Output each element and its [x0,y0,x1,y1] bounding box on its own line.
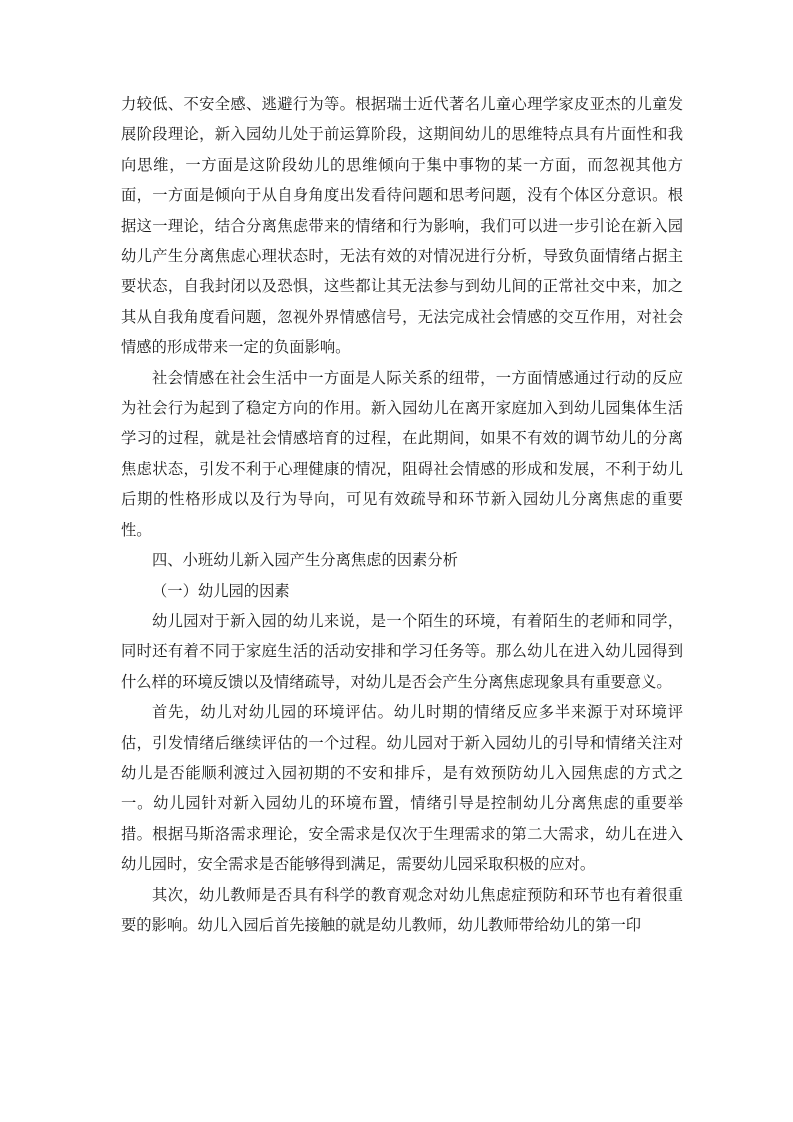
paragraph-continued: 力较低、不安全感、逃避行为等。根据瑞士近代著名儿童心理学家皮亚杰的儿童发展阶段理论，新入园幼儿处于前运算阶段，这期间幼儿的思维特点具有片面性和我向思维，一方面是这阶段幼儿的思维倾向于集中事物的某一方面，而忽视其他方面，一方面是倾向于从自身角度出发看待问题和思考问题，没有个体区分意识。根据这一理论，结合分离焦虑带来的情绪和行为影响，我们可以进一步引论在新入园幼儿产生分离焦虑心理状态时，无法有效的对情况进行分析，导致负面情绪占据主要状态，自我封闭以及恐惧，这些都让其无法参与到幼儿间的正常社交中来，加之其从自我角度看问题，忽视外界情感信号，无法完成社会情感的交互作用，对社会情感的形成带来一定的负面影响。 [121,95,683,357]
paragraph-first: 首先，幼儿对幼儿园的环境评估。幼儿时期的情绪反应多半来源于对环境评估，引发情绪后继续评估的一个过程。幼儿园对于新入园幼儿的引导和情绪关注对幼儿是否能顺利渡过入园初期的不安和排斥，是有效预防幼儿入园焦虑的方式之一。幼儿园针对新入园幼儿的环境布置，情绪引导是控制幼儿分离焦虑的重要举措。根据马斯洛需求理论，安全需求是仅次于生理需求的第二大需求，幼儿在进入幼儿园时，安全需求是否能够得到满足，需要幼儿园采取积极的应对。 [121,703,683,874]
paragraph-social-emotion: 社会情感在社会生活中一方面是人际关系的纽带，一方面情感通过行动的反应为社会行为起到了稳定方向的作用。新入园幼儿在离开家庭加入到幼儿园集体生活学习的过程，就是社会情感培育的过程，在此期间，如果不有效的调节幼儿的分离焦虑状态，引发不利于心理健康的情况，阻碍社会情感的形成和发展，不利于幼儿后期的性格形成以及行为导向，可见有效疏导和环节新入园幼儿分离焦虑的重要性。 [121,368,683,539]
document-body [121,89,683,940]
paragraph-second: 其次，幼儿教师是否具有科学的教育观念对幼儿焦虑症预防和环节也有着很重要的影响。幼儿入园后首先接触的就是幼儿教师，幼儿教师带给幼儿的第一印 [121,885,683,934]
subsection-heading: （一）幼儿园的因素 [152,581,290,600]
paragraph-kindergarten: 幼儿园对于新入园的幼儿来说，是一个陌生的环境，有着陌生的老师和同学，同时还有着不同于家庭生活的活动安排和学习任务等。那么幼儿在进入幼儿园得到什么样的环境反馈以及情绪疏导，对幼儿是否会产生分离焦虑现象具有重要意义。 [121,611,683,691]
section-heading: 四、小班幼儿新入园产生分离焦虑的因素分析 [152,551,458,570]
